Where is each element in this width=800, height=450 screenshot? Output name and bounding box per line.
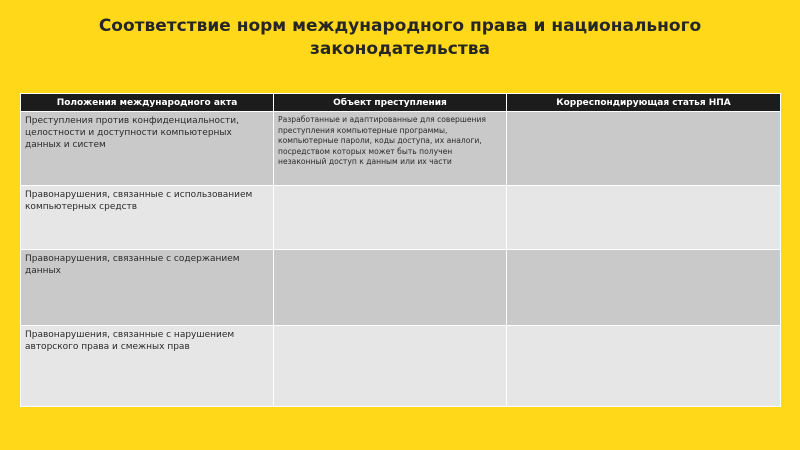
table-header-row — [21, 94, 781, 112]
cell-object[interactable] — [274, 186, 507, 250]
cell-object[interactable] — [274, 326, 507, 407]
cell-article[interactable] — [507, 250, 781, 326]
cell-provision[interactable]: Преступления против конфиденциальности, целостности и доступности компьютерных данных и систем — [21, 112, 274, 186]
norms-table — [20, 93, 781, 407]
cell-article[interactable] — [507, 326, 781, 407]
norms-table-container — [20, 93, 780, 406]
table-row — [21, 326, 781, 407]
cell-provision[interactable]: Правонарушения, связанные с использованием компьютерных средств — [21, 186, 274, 250]
table-row — [21, 186, 781, 250]
table-row — [21, 112, 781, 186]
cell-provision[interactable]: Правонарушения, связанные с нарушением авторского права и смежных прав — [21, 326, 274, 407]
cell-object[interactable]: Разработанные и адаптированные для совершения преступления компьютерные программы, компьютерные пароли, коды доступа, их аналоги, посредством которых может быть получен незаконный доступ к данным или их части — [274, 112, 507, 186]
page-title: Соответствие норм международного права и национального законодательства — [98, 16, 702, 59]
header-international-provision: Положения международного акта — [21, 94, 274, 112]
cell-article[interactable] — [507, 186, 781, 250]
header-corresponding-article: Корреспондирующая статья НПА — [507, 94, 781, 112]
cell-object[interactable] — [274, 250, 507, 326]
cell-provision[interactable]: Правонарушения, связанные с содержанием данных — [21, 250, 274, 326]
header-crime-object: Объект преступления — [274, 94, 507, 112]
cell-article[interactable] — [507, 112, 781, 186]
table-row — [21, 250, 781, 326]
